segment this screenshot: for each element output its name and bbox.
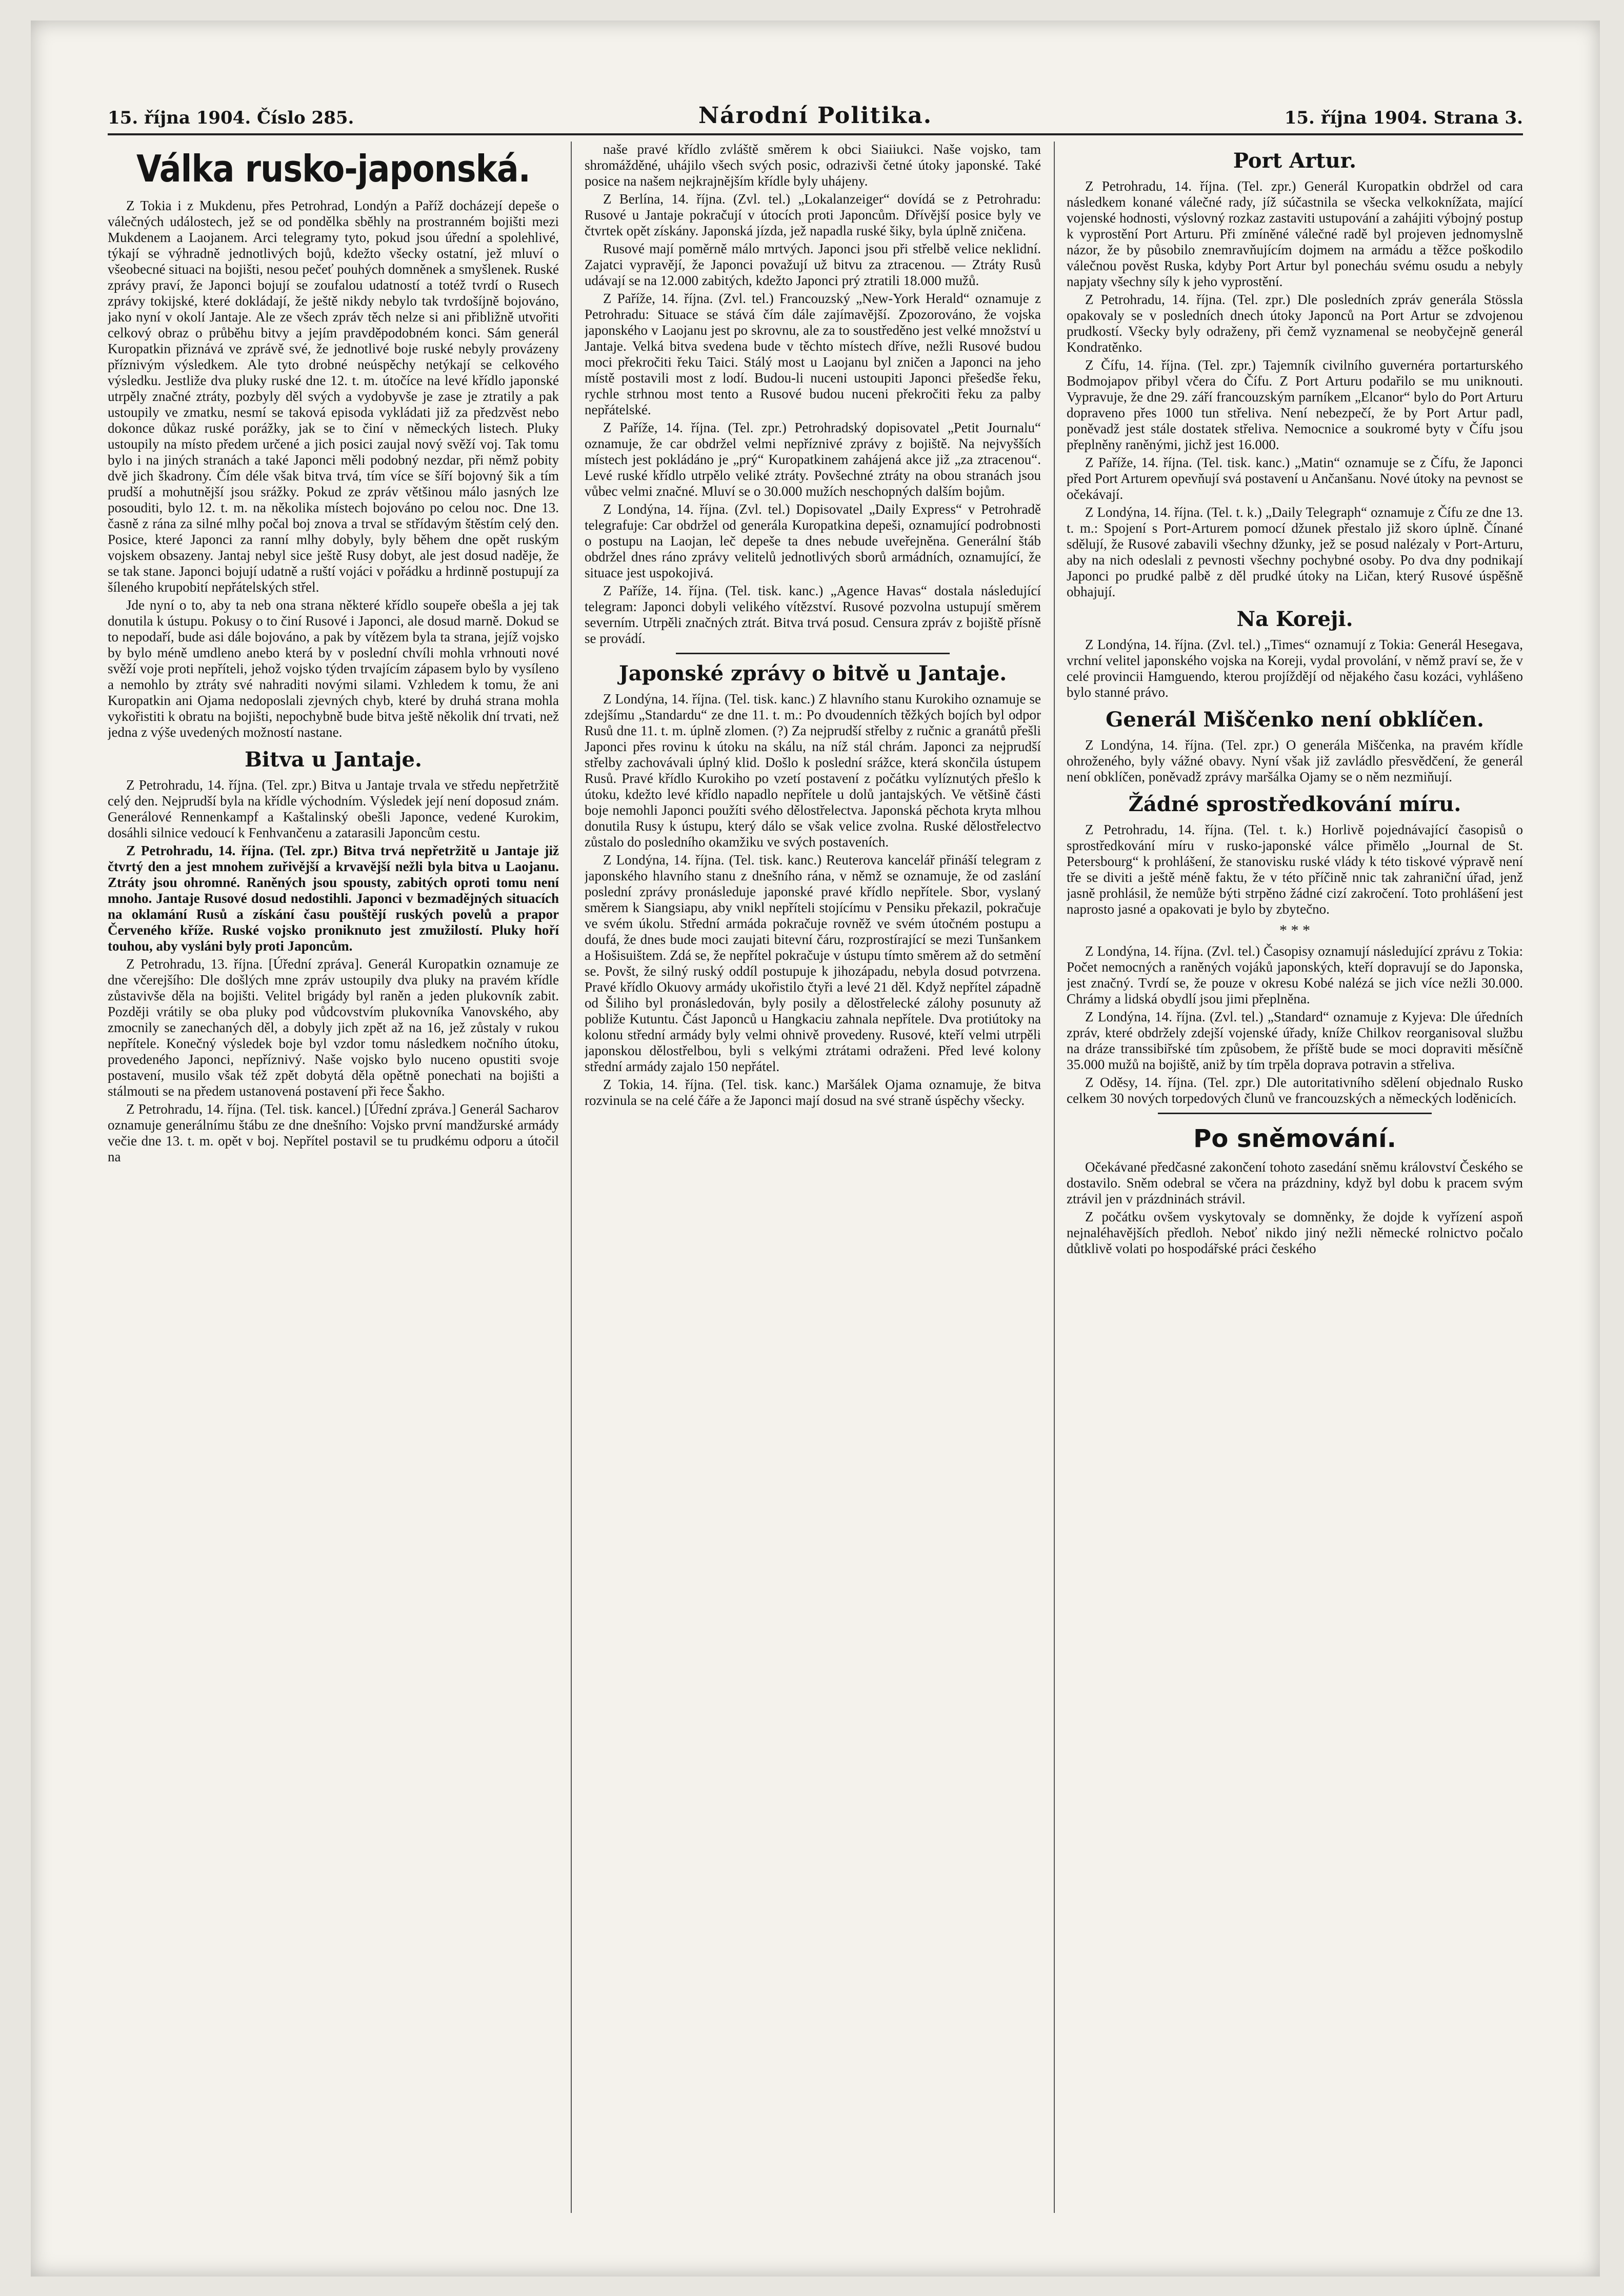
paragraph: Z Londýna, 14. října. (Tel. tisk. kanc.) Z hlavního stanu Kurokiho oznamuje se zdejšímu „Standardu“ ze dne 11. t. m.: Po dvoudenních těžkých bojích byl odpor Rusů dne 11. t. m. úplně zlomen. (?) Za nejprudší střelby z ručnic a granátů přešli Japonci přes rovinu k útoku na skálu, na níž stál chrám. Japonci za nejprudší střelby zachovávali úplný klid. Došlo k poslední srážce, která skončila ústupem Rusů. Pravé křídlo Kurokiho po vzetí postavení z počátku vylíznutých přešlo k útoku, kdežto levé křídlo napadlo nepřítele u dolů jantajských. Ve většině části boje nemohli Japonci použíti svého dělostřelectva. Japonská pěchota kryta mlhou donutila Rusy k ústupu, který dálo se však velice zvolna. Ruské dělostřelectvo zůstalo do posledního okamžiku ve svých postaveních. xyxy=(585,691,1041,850)
section-heading: Japonské zprávy o bitvě u Jantaje. xyxy=(618,661,1007,686)
column-rule xyxy=(1054,142,1055,2213)
paragraph: Z Paříže, 14. října. (Tel. zpr.) Petrohradský dopisovatel „Petit Journalu“ oznamuje, že car obdržel velmi nepříznivé zprávy z bojiště. Na nejvyšších místech jest pokládáno je „prý“ Kuropatkinem zahájená akce již „za ztracenou“. Levé ruské křídlo utrpělo veliké ztráty. Povšechné ztráty na obou stranách jsou vůbec velmi značné. Mluví se o 30.000 mužích neschopných dalším bojům. xyxy=(585,420,1041,499)
paragraph: Z Petrohradu, 14. října. (Tel. zpr.) Bitva u Jantaje trvala ve středu nepřetržitě celý den. Nejprudší byla na křídle východním. Výsledek její není doposud znám. Generálové Rennenkampf a Kaštalinský obešli Japonce, vedené Kurokim, dosáhli silnice vedoucí k Fenhvančenu a zatarasili Japoncům cestu. xyxy=(108,777,559,840)
paragraph: Z Londýna, 14. října. (Zvl. tel.) „Times“ oznamují z Tokia: Generál Hesegava, vrchní velitel japonského vojska na Koreji, vydal provolání, v němž praví se, že v celé provincii Hamguendo, kterou projíždějí od nějakého času kozáci, vyhlášeno bylo stanné právo. xyxy=(1067,637,1523,700)
section-stars: * * * xyxy=(1279,922,1310,939)
paragraph: Jde nyní o to, aby ta neb ona strana některé křídlo soupeře obešla a jej tak donutila k ústupu. Pokusy o to činí Rusové i Japonci, ale dosud marně. Dokud se to nepodaří, bude asi dále bojováno, a pak by vítězem byla ta strana, jejíž vojsko by bylo méně umdleno anebo která by v poslední chvíli mohla vrhnouti nové svěží voje proti nepříteli, jehož vojsko týden trvajícím zápasem bylo by vysíleno a nemohlo by ztráty své nahraditi novými silami. Vzhledem k tomu, že ani Kuropatkin ani Ojama nedoposlali zjevných chyb, které by druhá strana mohla vykořistiti k obratu na bojišti, nepochybně bude bitva ještě několik dní trvati, než jedna z výše uvedených možností nastane. xyxy=(108,597,559,740)
paragraph: Z Petrohradu, 14. října. (Tel. zpr.) Generál Kuropatkin obdržel od cara následkem konané válečné rady, jíž súčastnila se všecka velkoknížata, mající vojenské hodnosti, výslovný rozkaz zastaviti ustupování a zahájiti výbojný postup k vyprostění Port Arturu. Při zmíněné válečné radě byl projeven jednomyslně názor, že by působilo znemravňujícím dojmem na armádu a těžce poškodilo válečnou pověst Ruska, kdyby Port Artur byl ponecháu svému osudu a nebyly napjaty všechny síly k jeho vyprostění. xyxy=(1067,178,1523,289)
column-2 xyxy=(585,142,1041,2213)
column-rule xyxy=(571,142,572,2213)
header-date-issue: 15. října 1904. Číslo 285. xyxy=(108,108,354,128)
section-heading: Žádné sprostředkování míru. xyxy=(1128,792,1461,816)
section-heading: Port Artur. xyxy=(1233,149,1357,173)
column-1 xyxy=(108,142,559,2213)
paragraph: Z Londýna, 14. října. (Tel. t. k.) „Daily Telegraph“ oznamuje z Čífu ze dne 13. t. m.: Spojení s Port-Arturem pomocí džunek přestalo již skoro úplně. Čínané sdělují, že Rusové zabavili všechny džunky, jež se posud nalézaly v Port-Arturu, aby na nich odeslali z pevnosti všechny pochybné osoby. Po dva dny podnikají Japonci po prudké palbě z děl prudké útoky na Ličan, který Rusové úspěšně obhajují. xyxy=(1067,505,1523,599)
section-heading: Generál Miščenko není obklíčen. xyxy=(1106,708,1484,732)
paragraph: Z Petrohradu, 13. října. [Úřední zpráva]. Generál Kuropatkin oznamuje ze dne včerejšího: Dle došlých mne zpráv ustoupily dva pluky na pravém křídle zůstavivše děla na bojišti. Velitel brigády byl raněn a jeden plukovník zabit. Později vrátily se oba pluky pod vůdcovstvím plukovníka Vanovského, aby zmocnily se zanechaných děl, a dobyly jich zpět až na 16, jež zůstaly v rukou nepřítele. Konečný výsledek boje byl vzdor tomu následkem nočního útoku, provedeného Japonci, nepříznivý. Naše vojsko bylo nuceno opustiti svoje postavení, musilo však též zpět dobytá děla opětně ponechati na bojišti a stálmouti se na předem ustanovená postavení při řece Šakho. xyxy=(108,956,559,1099)
paragraph: Z Paříže, 14. října. (Tel. tisk. kanc.) „Agence Havas“ dostala následující telegram: Japonci dobyli velikého vítězství. Rusové pozvolna ustupují směrem severním. Utrpěli značných ztrát. Bitva trvá posud. Censura zpráv z bojiště přísně se provádí. xyxy=(585,583,1041,646)
paragraph: Očekávané předčasné zakončení tohoto zasedání sněmu království Českého se dostavilo. Sněm odebral se včera na prázdniny, když byl dobu k pracem svým ztrávil jen v prázdninách strávil. xyxy=(1067,1159,1523,1206)
paragraph: Z Londýna, 14. října. (Tel. tisk. kanc.) Reuterova kancelář přináší telegram z japonského hlavního stanu z dnešního rána, v němž se oznamuje, že od zaslání poslední zprávy pronásleduje japonské pravé křídlo nepřítele. Sbor, vyslaný směrem k Siangsiapu, aby vnikl nepříteli stojícímu v Pensiku překazil, pokračuje ve svém úkolu. Střední armáda pokračuje rovněž ve svém útočném postupu a doufá, že dnes bude moci zaujati bitevní čáru, rozprostírající se mezi Tunšankem a Hošisuištem. Zdá se, že nepřítel pokračuje v ústupu tímto směrem až do setmění se. Povšt, že silný ruský oddíl postupuje k jihozápadu, nebyla dosud potvrzena. Pravé křídlo Okuovy armády ukořistilo čtyři a levé 21 děl. Když nepřítel západně od Šiliho byl pronásledován, byly posily a dělostřelecké zálohy posunuty až pobliže Kutuntu. Část Japonců u Hangkaciu zahnala nepřítele. Dva protiútoky na kolonu střední armády byly velmi ohnivě provedeny. Rusové, kteří velmi utrpěli japonskou dělostřelbou, byli s velkými ztrátami odraženi. Před levé kolony střední armády zajalo 150 nepřátel. xyxy=(585,852,1041,1074)
paragraph: Z Londýna, 14. října. (Zvl. tel.) Časopisy oznamují následující zprávu z Tokia: Počet nemocných a raněných vojáků japonských, kteří dopravují se do Japonska, jest značný. Tvrdí se, že pouze v okresu Kobé nalézá se jich více nežli 30.000. Chrámy a lidská obydlí jsou jimi přeplněna. xyxy=(1067,943,1523,1006)
paragraph: Z Londýna, 14. října. (Zvl. tel.) Dopisovatel „Daily Express“ v Petrohradě telegrafuje: Car obdržel od generála Kuropatkina depeši, oznamující podrobnosti o postupu na Laojan, leč depeše ta dnes nebude uveřejněna. Generální štáb obdržel dnes ráno zprávy velitelů jednotlivých sborů armádních, oznamující, že situace jest uspokojivá. xyxy=(585,501,1041,580)
paragraph: Z Petrohradu, 14. října. (Tel. zpr.) Bitva trvá nepřetržitě u Jantaje již čtvrtý den a jest mnohem zuřivější a krvavější nežli byla bitva u Laojanu. Ztráty jsou ohromné. Raněných jsou spousty, zabitých oproti tomu není mnoho. Jantaje Rusové dosud nedostihli. Japonci v bezmadějných situacích na oklamání Rusů a získání času pouštějí ruských povelů a prapor Červeného kříže. Ruské vojsko proniknuto jest zmužilostí. Pluky hoří touhou, aby vysláni byly proti Japoncům. xyxy=(108,843,559,954)
newspaper-masthead: Národní Politika. xyxy=(698,103,933,129)
paragraph: Z Oděsy, 14. října. (Tel. zpr.) Dle autoritativního sdělení objednalo Rusko celkem 30 nových torpedových člunů ve francouzských a německých loděnicích. xyxy=(1067,1075,1523,1106)
paragraph: Z Čífu, 14. října. (Tel. zpr.) Tajemník civilního guvernéra portarturského Bodmojapov přibyl včera do Čífu. Z Port Arturu podařilo se mu uniknouti. Vypravuje, že dne 29. září francouzským parníkem „Elcanor“ bylo do Port Arturu dopraveno přes 1000 tun střeliva. Není nebezpečí, že by Port Artur padl, poněvadž jest stále dostatek střeliva. Nemocnice a soukromé byty v Čífu jsou přeplněny raněnými, jichž jest 16.000. xyxy=(1067,357,1523,452)
divider xyxy=(1158,1113,1432,1114)
paragraph: Z Berlína, 14. října. (Zvl. tel.) „Lokalanzeiger“ dovídá se z Petrohradu: Rusové u Jantaje pokračují v útocích proti Japoncům. Dřívější posice byly ve čtvrtek opět získány. Japonská jízda, jež napadla ruské šiky, byla úplně zničena. xyxy=(585,191,1041,238)
paragraph: Z Tokia i z Mukdenu, přes Petrohrad, Londýn a Paříž docházejí depeše o válečných událostech, jež se od pondělka sběhly na prostranném bojišti mezi Mukdenem a Laojanem. Arci telegramy tyto, pokud jsou úřední a spolehlivé, týkají se výhradně jednotlivých bojů, kdežto všecky ostatní, jež mluví o všeobecné situaci na bojišti, nesou pečeť pouhých domněnek a smyšlenek. Ruské zprávy praví, že Japonci bojují se zoufalou udatností a totéž tvrdí o Rusech zprávy tokijské, které dokládají, že ještě nikdy nebylo tak tvrdošíjně bojováno, jako nyní v okolí Jantaje. Ale ze všech zpráv těch nelze si ani přibližně utvořiti celkový obraz o průběhu bitvy a jejím pravděpodobném konci. Sám generál Kuropatkin přiznává ve zprávě své, že jednotlivé boje ruské nebyly provázeny příznivým výsledkem. Ale tyto drobné neúspěchy netýkají se celkového výsledku. Jestliže dva pluky ruské dne 12. t. m. útočíce na levé křídlo japonské utrpěly značné ztráty, pozbyly děl svých a vydobyvše je zase je ztratily a pak ustoupily ve zmatku, nesmí se taková episoda vykládati již za předzvěst nebo dokonce důkaz ruské porážky, jak se to činí v německých listech. Pluky ustoupily na místo předem určené a jich posici zaujal nový svěží voj. Tak tomu bylo i na jiných stranách a také Japonci měli podobný nezdar, při němž pobity dvě jich škadrony. Čím déle však bitva trvá, tím více se šíří bojovný šik a tím prudší a mohutnější jsou srážky. Pokud ze zpráv většinou málo jasných lze posouditi, bylo 12. t. m. na několika místech bojováno po celou noc. Dne 13. časně z rána za silné mlhy počal boj znova a trval se střídavým štěstím celý den. Posice, které Japonci za ranní mlhy dobyly, byly během dne opět ruským vojskem obsazeny. Jantaj nebyl sice ještě Rusy dobyt, ale jest dosud naděje, že se tak stane. Japonci bojují udatně a ruští vojáci v pořádku a hrdinně postupují za šíleného krupobití nepřátelských střel. xyxy=(108,198,559,595)
header-date-page: 15. října 1904. Strana 3. xyxy=(1284,108,1523,128)
article-title: Po sněmování. xyxy=(1193,1124,1396,1153)
column-3 xyxy=(1067,142,1523,2213)
paragraph: Z Petrohradu, 14. října. (Tel. t. k.) Horlivě pojednávající časopisů o sprostředkování míru v rusko-japonské válce přimělo „Journal de St. Petersbourg“ k prohlášení, že stanovisku ruské vlády k této tiskové výpravě není tře se diviti a ještě méně faktu, že v této příčině nnic tak zahraniční úřad, jenž jasně prohlásil, že nemůže býti strpěno žádné cizí zakročení. Toto prohlášení jest naprosto jasné a opakovati je bylo by zbytečno. xyxy=(1067,822,1523,917)
page-header xyxy=(108,97,1523,135)
paragraph: Z Paříže, 14. října. (Zvl. tel.) Francouzský „New-York Herald“ oznamuje z Petrohradu: Situace se stává čím dále zajímavější. Zpozorováno, že vojska japonského v Laojanu jest po skrovnu, ale za to soustředěno jest velké množství u Jantaje. Velká bitva svedena bude v těchto místech dříve, nežli Rusové budou moci překročiti řeku Taici. Stálý most u Laojanu byl zničen a Japonci na jeho místě postavili most z lodí. Budou-li nuceni ustoupiti Japonci přešedše řeku, rychle strhnou most tento a Rusové budou nuceni překročiti řeku za palby nepřátelské. xyxy=(585,291,1041,417)
paragraph: Rusové mají poměrně málo mrtvých. Japonci jsou při střelbě velice neklidní. Zajatci vypravějí, že Japonci považují už bitvu za ztracenou. — Ztráty Rusů udávají se na 12.000 zabitých, kdežto Japonci prý ztratili 18.000 mužů. xyxy=(585,241,1041,288)
article-title: Válka rusko-japonská. xyxy=(136,147,530,190)
paragraph: Z Paříže, 14. října. (Tel. tisk. kanc.) „Matin“ oznamuje se z Čífu, že Japonci před Port Arturem opevňují svá postavení u Ančanšanu. Nové útoky na pevnost se očekávají. xyxy=(1067,455,1523,502)
divider xyxy=(676,653,950,654)
paragraph: Z Petrohradu, 14. října. (Tel. zpr.) Dle posledních zpráv generála Stössla opakovaly se v posledních dnech útoky Japonců na Port Artur se zdvojenou prudkostí. Všecky byly odraženy, při čemž vyznamenal se neobyčejně generál Kondratěnko. xyxy=(1067,292,1523,355)
paragraph: Z Tokia, 14. října. (Tel. tisk. kanc.) Maršálek Ojama oznamuje, že bitva rozvinula se na celé čáře a že Japonci mají dosud na své straně úspěchy všecky. xyxy=(585,1077,1041,1108)
section-heading: Bitva u Jantaje. xyxy=(245,748,422,772)
newspaper-page xyxy=(31,21,1600,2277)
paragraph: Z Londýna, 14. října. (Tel. zpr.) O generála Miščenka, na pravém křídle ohroženého, byly vážné obavy. Nyní však již zavládlo přesvědčení, že generál není obklíčen, poněvadž zprávy maršálka Ojamy se o něm nezmiňují. xyxy=(1067,737,1523,784)
paragraph: Z Londýna, 14. října. (Zvl. tel.) „Standard“ oznamuje z Kyjeva: Dle úředních zpráv, které obdržely zdejší vojenské úřady, kníže Chilkov reorganisoval službu na dráze transsibiřské tím způsobem, že příště bude se moci dopraviti měsíčně 35.000 mužů na bojiště, aniž by tím trpěla doprava potravin a střeliva. xyxy=(1067,1009,1523,1072)
section-heading: Na Koreji. xyxy=(1236,607,1353,631)
paragraph: naše pravé křídlo zvláště směrem k obci Siaiiukci. Naše vojsko, tam shromážděné, uhájilo všech svých posic, odrazivši četné útoky japonské. Také posice na našem nejkrajnějším křídle byly uhájeny. xyxy=(585,142,1041,189)
paragraph: Z počátku ovšem vyskytovaly se domněnky, že dojde k vyřízení aspoň nejnaléhavějších předloh. Neboť nikdo jiný nežli německé rolnictvo počalo důtklivě volati po hospodářské práci českého xyxy=(1067,1209,1523,1256)
paragraph: Z Petrohradu, 14. října. (Tel. tisk. kancel.) [Úřední zpráva.] Generál Sacharov oznamuje generálnímu štábu ze dne dnešního: Vojsko první mandžurské armády večie dne 13. t. m. opět v boj. Nepřítel postavil se tu prudkému odporu a útočil na xyxy=(108,1101,559,1164)
